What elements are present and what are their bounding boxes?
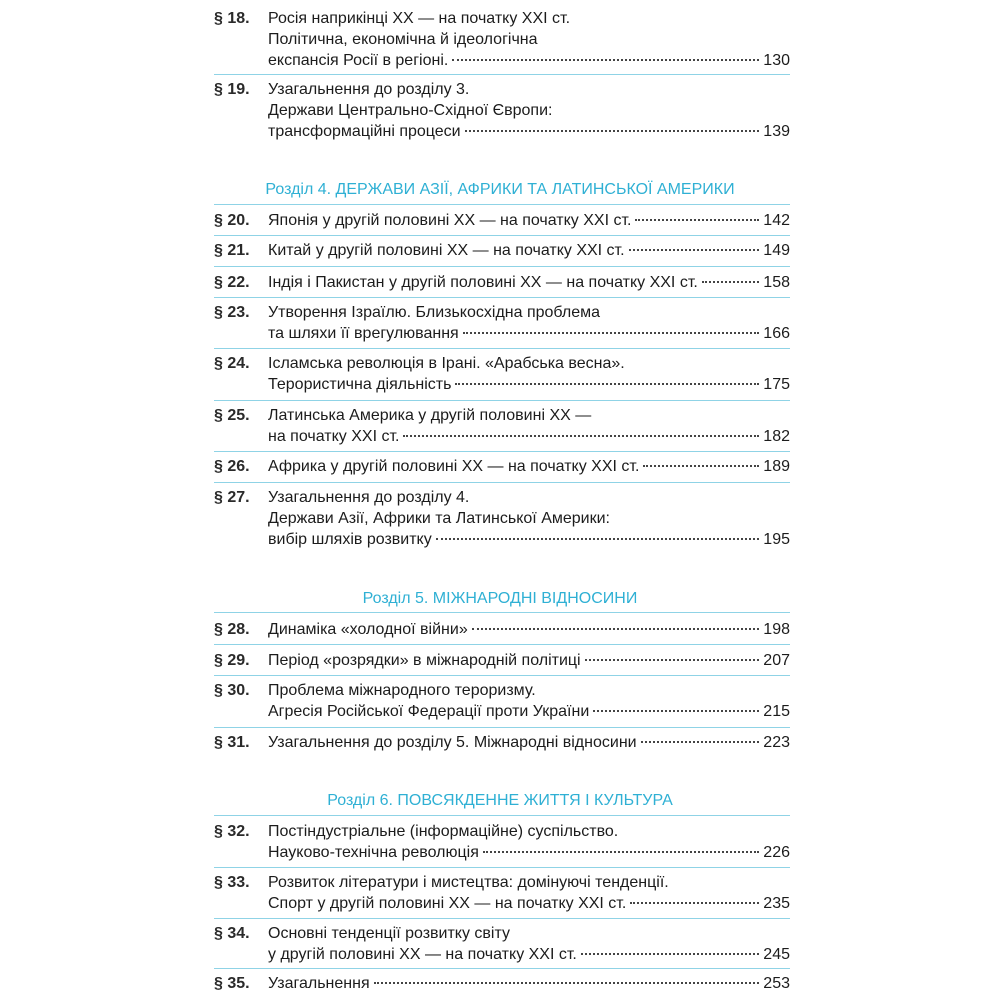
entry-divider: [214, 675, 790, 676]
entry-divider: [214, 266, 790, 267]
entry-title: Узагальнення до розділу 4.: [268, 489, 470, 506]
entry-title: Проблема міжнародного тероризму.: [268, 682, 536, 699]
dot-leader: [581, 953, 759, 955]
entry-number: § 22.: [214, 274, 250, 291]
page-number: 142: [763, 212, 790, 229]
dot-leader: [629, 249, 760, 251]
entry-title: Узагальнення до розділу 5. Міжнародні відносини: [268, 734, 637, 751]
section-rule: [214, 612, 790, 613]
entry-number: § 21.: [214, 242, 250, 259]
dot-leader: [702, 281, 759, 283]
entry-title: Держави Центрально-Східної Європи:: [268, 102, 553, 119]
toc-entry-29: [214, 650, 790, 671]
entry-title: Японія у другій половині ХХ — на початку ХХІ ст.: [268, 212, 632, 229]
page-number: 226: [763, 844, 790, 861]
entry-title: Держави Азії, Африки та Латинської Америки:: [268, 510, 610, 527]
dot-leader: [436, 538, 760, 540]
entry-number: § 33.: [214, 874, 250, 891]
dot-leader: [465, 130, 760, 132]
dot-leader: [472, 628, 760, 630]
toc-entry-32: [214, 821, 790, 863]
entry-number: § 34.: [214, 925, 250, 942]
entry-number: § 20.: [214, 212, 250, 229]
toc-entry-27: [214, 487, 790, 550]
entry-divider: [214, 348, 790, 349]
page-number: 198: [763, 621, 790, 638]
entry-title: Основні тенденції розвитку світу: [268, 925, 510, 942]
entry-title: та шляхи її врегулювання: [268, 325, 459, 342]
toc-entry-20: [214, 210, 790, 231]
section-title: Розділ 5. МІЖНАРОДНІ ВІДНОСИНИ: [362, 590, 638, 607]
page-number: 215: [763, 703, 790, 720]
entry-title: Росія наприкінці ХХ — на початку ХХІ ст.: [268, 10, 571, 27]
entry-title: трансформаційні процеси: [268, 123, 461, 140]
entry-divider: [214, 918, 790, 919]
page-number: 139: [763, 123, 790, 140]
entry-title: Постіндустріальне (інформаційне) суспільство.: [268, 823, 619, 840]
toc-entry-22: [214, 272, 790, 293]
entry-divider: [214, 74, 790, 75]
page-number: 175: [763, 376, 790, 393]
dot-leader: [593, 710, 759, 712]
toc-entry-23: [214, 302, 790, 344]
dot-leader: [630, 902, 759, 904]
entry-title: у другій половині ХХ — на початку ХХІ ст.: [268, 946, 577, 963]
entry-title: Утворення Ізраїлю. Близькосхідна проблема: [268, 304, 600, 321]
page-number: 223: [763, 734, 790, 751]
entry-divider: [214, 451, 790, 452]
entry-title: експансія Росії в регіоні.: [268, 52, 449, 69]
dot-leader: [374, 982, 760, 984]
entry-divider: [214, 644, 790, 645]
entry-number: § 29.: [214, 652, 250, 669]
toc-entry-19: [214, 79, 790, 142]
dot-leader: [635, 219, 759, 221]
page-number: 189: [763, 458, 790, 475]
toc-entry-31: [214, 732, 790, 753]
entry-number: § 28.: [214, 621, 250, 638]
entry-divider: [214, 727, 790, 728]
entry-title: Розвиток літератури і мистецтва: домінуючі тенденції.: [268, 874, 669, 891]
entry-title: на початку ХХІ ст.: [268, 428, 400, 445]
toc-entry-34: [214, 923, 790, 965]
entry-title: Африка у другій половині ХХ — на початку ХХІ ст.: [268, 458, 640, 475]
entry-number: § 26.: [214, 458, 250, 475]
section-title: Розділ 6. ПОВСЯКДЕННЕ ЖИТТЯ І КУЛЬТУРА: [327, 792, 673, 809]
dot-leader: [403, 435, 759, 437]
entry-divider: [214, 297, 790, 298]
page-number: 245: [763, 946, 790, 963]
page-number: 235: [763, 895, 790, 912]
dot-leader: [585, 659, 760, 661]
entry-divider: [214, 400, 790, 401]
toc-entry-21: [214, 240, 790, 261]
page-number: 158: [763, 274, 790, 291]
page-number: 253: [763, 975, 790, 992]
dot-leader: [641, 741, 760, 743]
dot-leader: [483, 851, 759, 853]
page-number: 149: [763, 242, 790, 259]
entry-title: Спорт у другій половині ХХ — на початку ХХІ ст.: [268, 895, 627, 912]
entry-divider: [214, 867, 790, 868]
toc-entry-30: [214, 680, 790, 722]
page-number: 207: [763, 652, 790, 669]
entry-number: § 25.: [214, 407, 250, 424]
entry-number: § 35.: [214, 975, 250, 992]
entry-title: Китай у другій половині ХХ — на початку ХХІ ст.: [268, 242, 625, 259]
entry-title: Латинська Америка у другій половині ХХ —: [268, 407, 592, 424]
entry-number: § 30.: [214, 682, 250, 699]
dot-leader: [643, 465, 759, 467]
dot-leader: [455, 383, 759, 385]
entry-title: Терористична діяльність: [268, 376, 452, 393]
entry-title: Узагальнення: [268, 975, 370, 992]
toc-entry-33: [214, 872, 790, 914]
entry-title: Узагальнення до розділу 3.: [268, 81, 470, 98]
entry-number: § 18.: [214, 10, 250, 27]
section-rule: [214, 204, 790, 205]
entry-number: § 32.: [214, 823, 250, 840]
toc-entry-35: [214, 973, 790, 994]
entry-divider: [214, 482, 790, 483]
entry-number: § 27.: [214, 489, 250, 506]
page-number: 195: [763, 531, 790, 548]
entry-number: § 31.: [214, 734, 250, 751]
entry-title: Динаміка «холодної війни»: [268, 621, 468, 638]
dot-leader: [452, 59, 759, 61]
toc-entry-28: [214, 619, 790, 640]
entry-title: Індія і Пакистан у другій половині ХХ — на початку ХХІ ст.: [268, 274, 698, 291]
page-number: 130: [763, 52, 790, 69]
toc-entry-26: [214, 456, 790, 477]
section-title: Розділ 4. ДЕРЖАВИ АЗІЇ, АФРИКИ ТА ЛАТИНСЬКОЇ АМЕРИКИ: [265, 181, 735, 198]
page-number: 166: [763, 325, 790, 342]
entry-number: § 19.: [214, 81, 250, 98]
entry-title: Період «розрядки» в міжнародній політиці: [268, 652, 581, 669]
entry-divider: [214, 235, 790, 236]
entry-title: вибір шляхів розвитку: [268, 531, 432, 548]
entry-title: Науково-технічна революція: [268, 844, 479, 861]
toc-entry-18: [214, 8, 790, 71]
entry-title: Агресія Російської Федерації проти України: [268, 703, 590, 720]
entry-title: Ісламська революція в Ірані. «Арабська весна».: [268, 355, 625, 372]
entry-number: § 24.: [214, 355, 250, 372]
toc-entry-24: [214, 353, 790, 395]
entry-title: Політична, економічна й ідеологічна: [268, 31, 538, 48]
entry-number: § 23.: [214, 304, 250, 321]
section-rule: [214, 815, 790, 816]
dot-leader: [463, 332, 760, 334]
entry-divider: [214, 968, 790, 969]
toc-entry-25: [214, 405, 790, 447]
page-number: 182: [763, 428, 790, 445]
